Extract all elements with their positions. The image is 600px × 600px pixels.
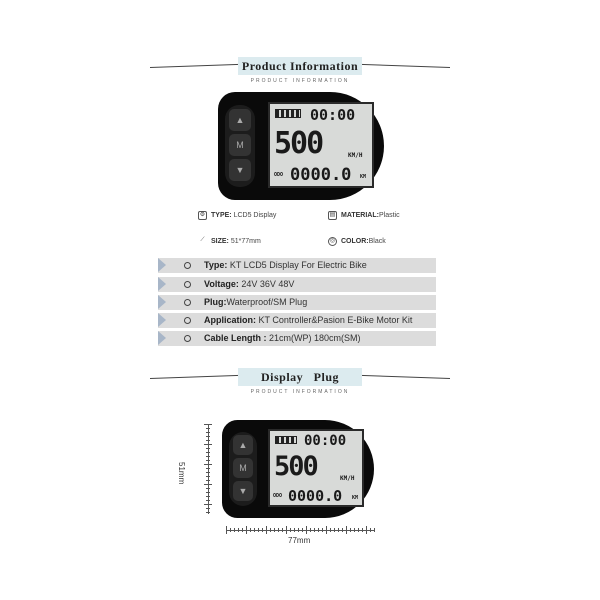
ruler-tick: [206, 452, 210, 453]
ruler-tick: [306, 526, 307, 534]
arrow-icon: [158, 277, 166, 291]
down-button-icon: ▼: [229, 159, 251, 181]
header-subtitle: PRODUCT INFORMATION: [250, 389, 350, 395]
feature-bar-type: [158, 258, 436, 273]
lcd-speed-unit: KM/H: [340, 475, 355, 482]
display-plug-header: [150, 366, 450, 396]
lcd-odo: 0000.0: [290, 165, 352, 185]
ruler-tick: [362, 528, 363, 532]
ruler-tick: [330, 528, 331, 532]
lcd-odo-unit: KM: [360, 174, 367, 180]
ruler-tick: [206, 488, 210, 489]
ruler-tick: [326, 526, 327, 534]
lcd-time: 00:00: [304, 433, 347, 449]
battery-icon: [275, 436, 297, 444]
arrow-icon: [158, 295, 166, 309]
lcd-time: 00:00: [310, 106, 356, 124]
ruler-tick: [230, 528, 231, 532]
up-button-icon: ▲: [233, 435, 253, 455]
ruler-icon: ⟋: [200, 237, 205, 243]
ruler-tick: [290, 528, 291, 532]
ruler-tick: [258, 528, 259, 532]
arrow-icon: [158, 313, 166, 327]
bar-value: Waterproof/SM Plug: [226, 297, 308, 307]
lcd-speed-unit: KM/H: [348, 152, 363, 159]
lcd-display-device-small: [222, 420, 374, 518]
spec-material: ▤ MATERIAL:Plastic: [329, 212, 400, 219]
ruler-tick: [318, 528, 319, 532]
header-subtitle: PRODUCT INFORMATION: [250, 78, 350, 84]
ruler-tick: [346, 526, 347, 534]
ruler-line: [226, 530, 374, 531]
ruler-tick: [206, 512, 210, 513]
spec-color: ◎ COLOR:Black: [329, 238, 386, 245]
ruler-tick: [204, 424, 212, 425]
ruler-tick: [334, 528, 335, 532]
ruler-tick: [286, 526, 287, 534]
material-icon: ▤: [329, 212, 336, 218]
ruler-tick: [206, 500, 210, 501]
spec-type: ⚙ TYPE: LCD5 Display: [199, 212, 277, 219]
height-ruler: [204, 424, 212, 514]
bullet-icon: [184, 281, 191, 288]
ruler-tick: [206, 480, 210, 481]
feature-bar-plug: [158, 295, 436, 310]
ruler-tick: [374, 528, 375, 532]
lcd-display-device-large: [218, 92, 384, 200]
bullet-icon: [184, 262, 191, 269]
arrow-icon: [158, 258, 166, 272]
lcd-screen: [268, 102, 374, 188]
bar-value: KT Controller&Pasion E-Bike Motor Kit: [256, 315, 413, 325]
ruler-tick: [206, 448, 210, 449]
ruler-tick: [206, 476, 210, 477]
button-column: [225, 105, 255, 187]
product-information-header: [150, 55, 450, 85]
spec-size: ⟋ SIZE: 51*77mm: [198, 237, 261, 246]
ruler-tick: [206, 492, 210, 493]
bar-value: 24V 36V 48V: [238, 279, 295, 289]
ruler-tick: [246, 526, 247, 534]
ruler-tick: [242, 528, 243, 532]
bar-value: 21cm(WP) 180cm(SM): [266, 333, 361, 343]
ruler-tick: [206, 436, 210, 437]
ruler-tick: [206, 456, 210, 457]
ruler-tick: [366, 526, 367, 534]
height-label: 51mm: [177, 462, 186, 485]
ruler-tick: [282, 528, 283, 532]
battery-icon: [275, 109, 301, 118]
ruler-tick: [204, 464, 212, 465]
bullet-icon: [184, 335, 191, 342]
ruler-tick: [206, 440, 210, 441]
ruler-tick: [302, 528, 303, 532]
bar-label: Voltage:: [204, 279, 239, 289]
ruler-tick: [370, 528, 371, 532]
ruler-tick: [310, 528, 311, 532]
bullet-icon: [184, 317, 191, 324]
lcd-speed: 500: [274, 126, 323, 161]
ruler-tick: [338, 528, 339, 532]
ruler-tick: [206, 472, 210, 473]
ruler-tick: [266, 526, 267, 534]
ruler-tick: [354, 528, 355, 532]
lcd-odo-prefix: ODO: [274, 172, 284, 178]
feature-bar-application: [158, 313, 436, 328]
button-column: [229, 432, 257, 506]
feature-bar-cable-length: [158, 331, 436, 346]
lcd-odo: 0000.0: [288, 487, 343, 505]
ruler-tick: [262, 528, 263, 532]
mode-button-icon: M: [229, 134, 251, 156]
ruler-tick: [322, 528, 323, 532]
bullet-icon: [184, 299, 191, 306]
bar-label: Application:: [204, 315, 256, 325]
ruler-tick: [350, 528, 351, 532]
lcd-odo-unit: KM: [352, 495, 359, 501]
ruler-tick: [204, 504, 212, 505]
header-title: Product Information: [241, 59, 359, 73]
ruler-tick: [278, 528, 279, 532]
header-title: Display Plug: [260, 370, 339, 384]
ruler-tick: [206, 496, 210, 497]
ruler-tick: [274, 528, 275, 532]
ruler-tick: [270, 528, 271, 532]
lcd-screen: [268, 429, 364, 507]
width-ruler: [226, 526, 374, 534]
ruler-tick: [206, 508, 210, 509]
ruler-tick: [238, 528, 239, 532]
ruler-tick: [250, 528, 251, 532]
bar-label: Plug:: [204, 297, 227, 307]
down-button-icon: ▼: [233, 481, 253, 501]
bar-label: Cable Length :: [204, 333, 267, 343]
gear-icon: ⚙: [199, 212, 206, 218]
bar-value: KT LCD5 Display For Electric Bike: [227, 260, 367, 270]
palette-icon: ◎: [329, 238, 336, 244]
mode-button-icon: M: [233, 458, 253, 478]
ruler-tick: [206, 432, 210, 433]
ruler-tick: [254, 528, 255, 532]
arrow-icon: [158, 331, 166, 345]
ruler-tick: [342, 528, 343, 532]
ruler-tick: [206, 428, 210, 429]
lcd-speed: 500: [274, 451, 317, 482]
feature-bar-voltage: [158, 277, 436, 292]
ruler-tick: [204, 444, 212, 445]
ruler-tick: [298, 528, 299, 532]
width-label: 77mm: [288, 536, 311, 545]
lcd-odo-prefix: ODO: [273, 493, 283, 499]
ruler-tick: [206, 460, 210, 461]
bar-label: Type:: [204, 260, 228, 270]
ruler-tick: [234, 528, 235, 532]
ruler-tick: [294, 528, 295, 532]
ruler-tick: [226, 526, 227, 534]
ruler-tick: [358, 528, 359, 532]
ruler-tick: [204, 484, 212, 485]
up-button-icon: ▲: [229, 109, 251, 131]
ruler-tick: [206, 468, 210, 469]
ruler-tick: [314, 528, 315, 532]
